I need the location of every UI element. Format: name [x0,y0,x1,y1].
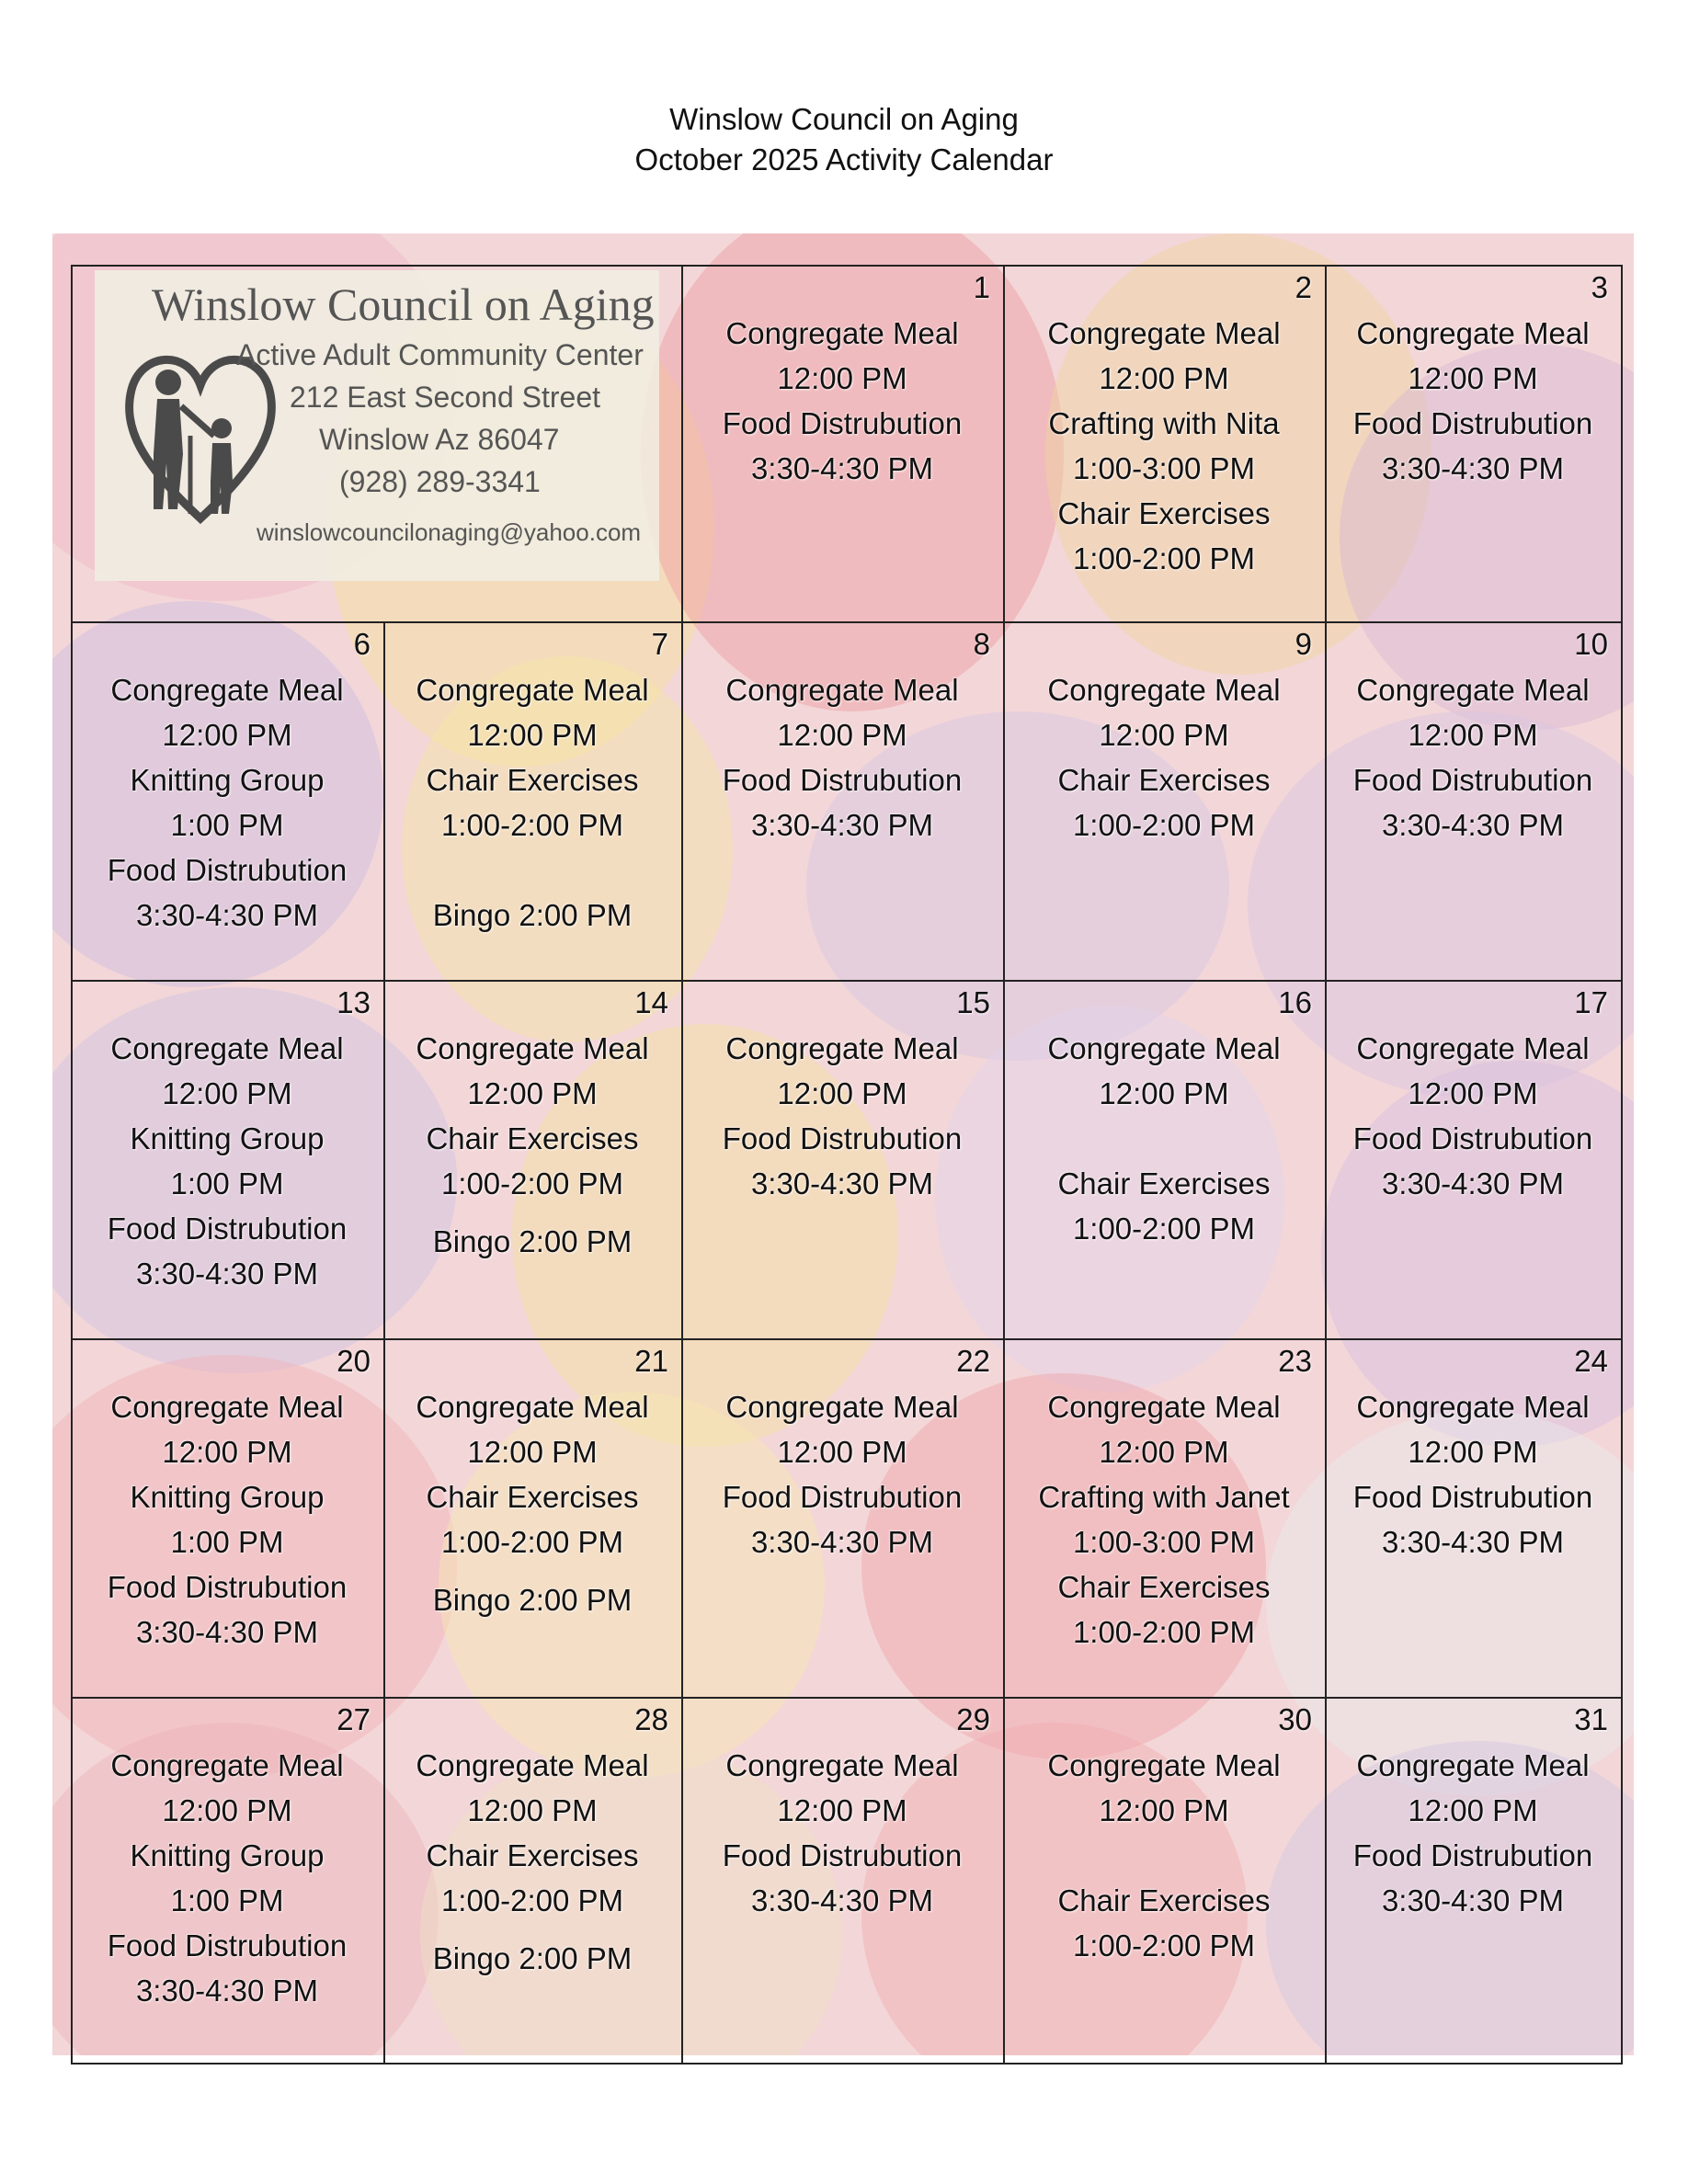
day-number: 3 [1591,270,1608,304]
event-time: 1:00 PM [170,1883,284,1917]
day-number: 13 [336,985,371,1019]
event-time: 12:00 PM [467,718,598,752]
organization-logo [95,270,659,581]
event-title: Chair Exercises [426,1838,639,1872]
event-time: 12:00 PM [467,1793,598,1827]
day-cell-17 [1325,980,1623,1340]
event-time: 3:30-4:30 PM [750,808,934,842]
day-number: 16 [1278,985,1312,1019]
event-time: 3:30-4:30 PM [1381,808,1565,842]
day-cell-8 [681,621,1005,982]
day-number: 20 [336,1344,371,1378]
day-events [1003,311,1325,581]
day-cell-22 [681,1338,1005,1699]
event-time: 3:30-4:30 PM [135,1974,319,2008]
day-number: 14 [634,985,668,1019]
event-title: Congregate Meal [1047,1390,1281,1424]
day-events [71,1743,383,2013]
day-cell-21 [383,1338,683,1699]
event-time: 12:00 PM [467,1076,598,1110]
event-time: 12:00 PM [162,1793,292,1827]
event-title: Congregate Meal [725,316,959,350]
event-time: 3:30-4:30 PM [1381,1883,1565,1917]
day-events [1325,1384,1621,1564]
day-events [681,311,1003,491]
event-title: Congregate Meal [1047,1748,1281,1782]
event-title: Congregate Meal [110,1031,344,1065]
day-events [681,1384,1003,1564]
event-time: 1:00-2:00 PM [1072,808,1256,842]
event-time: 3:30-4:30 PM [750,451,934,485]
event-time: 1:00-3:00 PM [1072,451,1256,485]
event-title: Bingo 2:00 PM [432,1583,633,1617]
event-time: 12:00 PM [162,1435,292,1469]
event-title: Knitting Group [130,1480,325,1514]
event-time: 1:00-2:00 PM [1072,1928,1256,1962]
day-cell-6 [71,621,385,982]
event-time: 3:30-4:30 PM [1381,1525,1565,1559]
day-events [383,1026,681,1264]
event-time: 12:00 PM [162,1076,292,1110]
day-number: 8 [973,627,990,661]
day-events [383,667,681,938]
day-number: 22 [956,1344,990,1378]
event-title: Food Distrubution [722,406,963,440]
event-title: Bingo 2:00 PM [432,898,633,932]
event-time: 12:00 PM [777,1435,907,1469]
event-title: Bingo 2:00 PM [432,1941,633,1975]
event-title: Food Distrubution [1352,1838,1593,1872]
event-title: Congregate Meal [1356,673,1590,707]
day-number: 29 [956,1702,990,1736]
event-title: Congregate Meal [1047,316,1281,350]
event-time: 12:00 PM [1099,1076,1229,1110]
event-time: 12:00 PM [1408,361,1538,395]
event-time: 3:30-4:30 PM [135,1257,319,1291]
day-cell-27 [71,1697,385,2065]
event-title: Chair Exercises [426,1480,639,1514]
day-number: 10 [1574,627,1608,661]
day-cell-31 [1325,1697,1623,2065]
event-title: Food Distrubution [722,763,963,797]
event-title: Food Distrubution [722,1480,963,1514]
day-cell-3 [1325,265,1623,623]
event-title: Chair Exercises [1057,1570,1271,1604]
day-events [1003,667,1325,847]
event-title: Chair Exercises [1057,496,1271,530]
event-title: Chair Exercises [1057,1166,1271,1200]
event-title: Food Distrubution [107,853,348,887]
logo-email: winslowcouncilonaging@yahoo.com [257,518,642,546]
event-title: Congregate Meal [110,1748,344,1782]
day-number: 6 [353,627,371,661]
event-title: Chair Exercises [1057,1883,1271,1917]
day-number: 7 [651,627,668,661]
day-cell-2 [1003,265,1327,623]
event-time: 12:00 PM [162,718,292,752]
day-events [681,667,1003,847]
day-cell-24 [1325,1338,1623,1699]
event-title: Food Distrubution [107,1570,348,1604]
event-time: 1:00-2:00 PM [1072,1615,1256,1649]
event-time: 12:00 PM [1408,718,1538,752]
day-number: 21 [634,1344,668,1378]
header-org-name: Winslow Council on Aging [669,102,1019,136]
day-cell-29 [681,1697,1005,2065]
event-title: Congregate Meal [1356,1031,1590,1065]
event-title: Food Distrubution [722,1121,963,1155]
event-time: 1:00 PM [170,1525,284,1559]
day-events [1003,1743,1325,1968]
event-time: 12:00 PM [1408,1793,1538,1827]
logo-city-state: Winslow Az 86047 [319,423,560,456]
event-time: 12:00 PM [1408,1076,1538,1110]
day-cell-30 [1003,1697,1327,2065]
event-time: 3:30-4:30 PM [750,1166,934,1200]
day-cell-16 [1003,980,1327,1340]
event-time: 3:30-4:30 PM [1381,451,1565,485]
event-time: 12:00 PM [1099,1435,1229,1469]
event-time: 1:00-2:00 PM [1072,541,1256,575]
day-number: 27 [336,1702,371,1736]
event-title: Food Distrubution [722,1838,963,1872]
day-number: 31 [1574,1702,1608,1736]
event-title: Congregate Meal [416,1748,649,1782]
event-title: Knitting Group [130,1121,325,1155]
event-title: Congregate Meal [725,1390,959,1424]
event-title: Congregate Meal [110,1390,344,1424]
event-title: Congregate Meal [416,1031,649,1065]
day-cell-23 [1003,1338,1327,1699]
event-time: 12:00 PM [777,718,907,752]
event-title: Congregate Meal [725,1748,959,1782]
day-number: 28 [634,1702,668,1736]
logo-street-address: 212 East Second Street [290,381,600,414]
day-events [1325,1026,1621,1206]
event-title: Knitting Group [130,763,325,797]
event-title: Crafting with Nita [1048,406,1280,440]
event-title: Chair Exercises [426,1121,639,1155]
logo-title: Winslow Council on Aging [152,279,655,330]
day-number: 23 [1278,1344,1312,1378]
day-events [1325,667,1621,847]
event-time: 12:00 PM [777,1793,907,1827]
day-events [383,1384,681,1622]
event-title: Chair Exercises [1057,763,1271,797]
day-number: 15 [956,985,990,1019]
event-time: 3:30-4:30 PM [135,898,319,932]
day-events [681,1743,1003,1923]
day-events [681,1026,1003,1206]
event-time: 12:00 PM [1099,718,1229,752]
day-events [1003,1026,1325,1251]
event-title: Congregate Meal [1356,316,1590,350]
event-time: 1:00 PM [170,808,284,842]
event-time: 12:00 PM [1099,1793,1229,1827]
day-cell-20 [71,1338,385,1699]
event-title: Food Distrubution [107,1928,348,1962]
event-title: Food Distrubution [1352,1121,1593,1155]
logo-center-name: Active Adult Community Center [236,338,644,371]
event-title: Crafting with Janet [1038,1480,1290,1514]
event-time: 12:00 PM [1099,361,1229,395]
event-time: 1:00-2:00 PM [1072,1211,1256,1246]
day-number: 17 [1574,985,1608,1019]
event-title: Congregate Meal [1356,1748,1590,1782]
day-events [383,1743,681,1981]
day-number: 9 [1295,627,1312,661]
event-time: 3:30-4:30 PM [750,1883,934,1917]
day-events [71,1384,383,1655]
day-cell-15 [681,980,1005,1340]
event-title: Congregate Meal [416,673,649,707]
event-time: 1:00-2:00 PM [440,808,624,842]
event-title: Congregate Meal [1047,1031,1281,1065]
event-title: Bingo 2:00 PM [432,1224,633,1258]
event-time: 12:00 PM [1408,1435,1538,1469]
page-header [0,99,1688,180]
day-cell-10 [1325,621,1623,982]
event-title: Food Distrubution [1352,406,1593,440]
day-cell-14 [383,980,683,1340]
event-title: Congregate Meal [1356,1390,1590,1424]
day-number: 1 [973,270,990,304]
day-cell-1 [681,265,1005,623]
event-time: 1:00-2:00 PM [440,1525,624,1559]
day-cell-28 [383,1697,683,2065]
event-title: Congregate Meal [416,1390,649,1424]
day-cell-7 [383,621,683,982]
event-title: Food Distrubution [1352,1480,1593,1514]
event-title: Food Distrubution [1352,763,1593,797]
event-time: 3:30-4:30 PM [1381,1166,1565,1200]
day-events [1003,1384,1325,1655]
day-events [1325,311,1621,491]
event-time: 12:00 PM [467,1435,598,1469]
day-cell-13 [71,980,385,1340]
day-cell-9 [1003,621,1327,982]
day-number: 2 [1295,270,1312,304]
day-events [71,667,383,938]
event-title: Congregate Meal [725,1031,959,1065]
event-title: Knitting Group [130,1838,325,1872]
event-title: Congregate Meal [725,673,959,707]
header-calendar-title: October 2025 Activity Calendar [634,142,1054,176]
day-number: 30 [1278,1702,1312,1736]
event-title: Chair Exercises [426,763,639,797]
day-events [71,1026,383,1296]
event-time: 3:30-4:30 PM [750,1525,934,1559]
day-number: 24 [1574,1344,1608,1378]
logo-phone: (928) 289-3341 [339,465,541,498]
event-time: 12:00 PM [777,1076,907,1110]
event-time: 1:00 PM [170,1166,284,1200]
event-title: Congregate Meal [1047,673,1281,707]
event-time: 1:00-2:00 PM [440,1883,624,1917]
event-title: Congregate Meal [110,673,344,707]
event-time: 1:00-2:00 PM [440,1166,624,1200]
event-time: 12:00 PM [777,361,907,395]
day-events [1325,1743,1621,1923]
event-time: 3:30-4:30 PM [135,1615,319,1649]
event-title: Food Distrubution [107,1211,348,1246]
event-time: 1:00-3:00 PM [1072,1525,1256,1559]
